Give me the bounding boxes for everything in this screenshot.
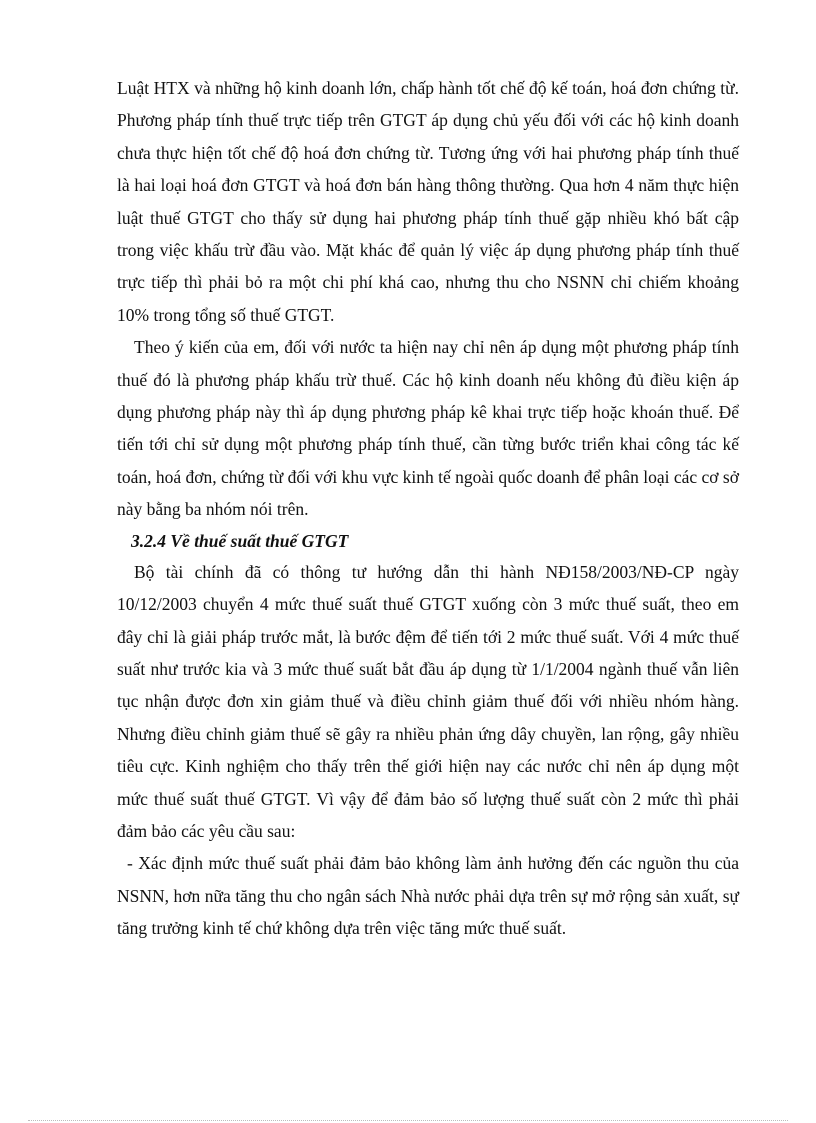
paragraph-tax-methods: Luật HTX và những hộ kinh doanh lớn, chấp hành tốt chế độ kế toán, hoá đơn chứng từ. Phương pháp tính thuế trực tiếp trên GTGT áp dụng chủ yếu đối với các hộ kinh doanh chưa thực hiện tốt chế độ hoá đơn chứng từ. Tương ứng với hai phương pháp tính thuế là hai loại hoá đơn GTGT và hoá đơn bán hàng thông thường. Qua hơn 4 năm thực hiện luật thuế GTGT cho thấy sử dụng hai phương pháp tính thuế gặp nhiều khó bất cập trong việc khấu trừ đầu vào. Mặt khác để quản lý việc áp dụng phương pháp tính thuế trực tiếp thì phải bỏ ra một chi phí khá cao, nhưng thu cho NSNN chỉ chiếm khoảng 10% trong tổng số thuế GTGT.: [117, 78, 739, 325]
section-heading: 3.2.4 Về thuế suất thuế GTGT: [131, 530, 349, 551]
page-body: [117, 72, 739, 945]
paragraph-requirement-item: - Xác định mức thuế suất phải đảm bảo không làm ảnh hưởng đến các nguồn thu của NSNN, hơn nữa tăng thu cho ngân sách Nhà nước phải dựa trên sự mở rộng sản xuất, sự tăng trưởng kinh tế chứ không dựa trên việc tăng mức thuế suất.: [117, 853, 739, 939]
page-bottom-divider: [28, 1120, 788, 1121]
paragraph-author-opinion: Theo ý kiến của em, đối với nước ta hiện nay chỉ nên áp dụng một phương pháp tính thuế đó là phương pháp khấu trừ thuế. Các hộ kinh doanh nếu không đủ điều kiện áp dụng phương pháp này thì áp dụng phương pháp kê khai trực tiếp hoặc khoán thuế. Để tiến tới chỉ sử dụng một phương pháp tính thuế, cần từng bước triển khai công tác kế toán, hoá đơn, chứng từ đối với khu vực kinh tế ngoài quốc doanh để phân loại các cơ sở này bằng ba nhóm nói trên.: [117, 337, 739, 520]
paragraph-tax-rates: Bộ tài chính đã có thông tư hướng dẫn thi hành NĐ158/2003/NĐ-CP ngày 10/12/2003 chuyển 4 mức thuế suất thuế GTGT xuống còn 3 mức thuế suất, theo em đây chỉ là giải pháp trước mắt, là bước đệm để tiến tới 2 mức thuế suất. Với 4 mức thuế suất như trước kia và 3 mức thuế suất bắt đầu áp dụng từ 1/1/2004 ngành thuế vẫn liên tục nhận được đơn xin giảm thuế và điều chỉnh giảm thuế đối với nhiều nhóm hàng. Nhưng điều chỉnh giảm thuế sẽ gây ra nhiều phản ứng dây chuyền, lan rộng, gây nhiều tiêu cực. Kinh nghiệm cho thấy trên thế giới hiện nay các nước chỉ nên áp dụng một mức thuế suất thuế GTGT. Vì vậy để đảm bảo số lượng thuế suất còn 2 mức thì phải đảm bảo các yêu cầu sau:: [117, 561, 739, 841]
